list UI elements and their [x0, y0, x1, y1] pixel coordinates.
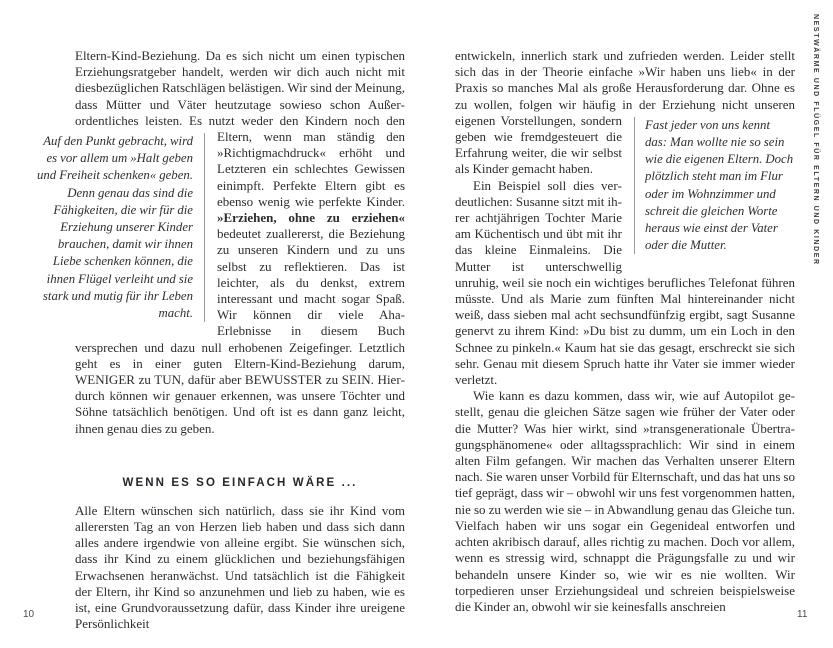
right-pull-quote: Fast jeder von uns kennt das: Man wollte nie so sein wie die eigenen Eltern. Doch plötzlich steht man im Flur oder im Wohnzimmer und schreit die gleichen Worte heraus wie einst der Vater oder die Mutter. — [634, 117, 795, 255]
right-page-opening-paragraph — [455, 48, 795, 253]
left-paragraph-part-1: Eltern-Kind-Beziehung. Da es sich nicht um einen typischen Erziehungsratgeber handelt, werden wir dich auch nicht mit diesbezüglichen Ratschlägen belästigen. Wir sind der Meinung, dass Mütter und Väter heutzutage sowieso schon Außerordentliches leisten. Es nutzt weder den Kindern noch den Eltern, wenn man — [75, 48, 405, 145]
left-page-second-paragraph: Alle Eltern wünschen sich natürlich, dass sie ihr Kind vom allerersten Tag an von Herzen lieb haben und dass sich dann alles andere irgendwie von alleine ergibt. Sie wünschen sich, dass ihr Kind zu einem glücklichen und beziehungsfähigen Erwachsenen heranwächst. Und tatsächlich ist die Fähigkeit der Eltern, ihr Kind so anzunehmen und lieb zu haben, wie es ist, eine Grundvoraussetzung dafür, dass Kinder ihre ureigene Persönlichkeit — [75, 502, 405, 632]
left-page-opening-paragraph — [37, 48, 405, 437]
left-paragraph-part-2: ständig den »Richtigmachdruck« erhöht und Letzteren ein schlechtes Gewissen einimpft. Perfekte Eltern gibt es ebenso wenig wie perfekte Kinder. — [217, 129, 405, 209]
section-heading: WENN ES SO EINFACH WÄRE ... — [122, 476, 358, 489]
right-page-example-paragraph: Ein Beispiel soll dies verdeutlichen: Susanne sitzt mit ihrer achtjährigen Tochter Marie am Küchentisch und übt mit ihr das kleine Einmaleins. Die Mutter ist unterschwellig unruhig, weil sie noch ein wichtiges berufliches Telefonat führen müsste. Und als Marie zum fünften Mal hintereinander nicht weiß, dass sieben mal acht sechsundfünfzig ergibt, sagt Susanne genervt zu ihrem Kind: »Du bist zu dumm, um ein Loch in den Schnee zu pinkeln.« Kaum hat sie das gesagt, erschreckt sie sich sehr. Genau mit diesem Spruch hatte ihr Vater sie immer wieder verletzt. — [455, 177, 795, 388]
bold-phrase-erziehen-ohne-zu-erziehen: »Erziehen, ohne zu erziehen« — [217, 210, 405, 226]
right-page — [455, 48, 795, 615]
right-page-analysis-paragraph: Wie kann es dazu kommen, dass wir, wie auf Autopilot gestellt, genau die gleichen Sätze sagen wie früher der Vater oder die Mutter? Was hier wirkt, sind »transgenerationale Übertragungsphänomene« oder alltagssprachlich: Wir sind in einem alten Film gefangen. Wir machen das Verhalten unserer Eltern nach. Sie waren unser Vorbild für Elternschaft, und das hat uns so tief geprägt, dass wir – obwohl wir uns fest vorgenommen hatten, nie so zu werden wie sie – in Abwandlung genau das Gleiche tun. Vielfach haben wir uns sogar ein Gegenideal entworfen und achten akribisch darauf, alles richtig zu machen. Doch vor allem, wenn es stressig wird, schnappt die Prägungsfalle zu und wir behandeln unsere Kinder so, wie wir es nie wollten. Wir torpedieren unser Erziehungsideal und schreien beispielsweise die Kinder an, obwohl wir sie keinesfalls anschreien — [455, 388, 795, 614]
left-page — [37, 48, 405, 633]
left-pull-quote: Auf den Punkt gebracht, wird es vor allem um »Halt geben und Freiheit schenken« geben. Denn genau das sind die Fähigkeiten, die wir für die Erziehung unserer Kinder brauchen, damit wir ihnen Liebe schenken können, die ihnen Flügel verleiht und sie stark und mutig für ihr Leben macht. — [35, 133, 205, 322]
left-paragraph-part-3: bedeutet zuallererst, die Beziehung zu unseren Kindern und zu uns selbst zu reflektieren. Das ist leichter, als du denkst, extrem interessant und macht sogar Spaß. Wir können dir viele Aha-Erlebnisse in diesem Buch versprechen und dazu null erhobenen Zeigefinger. Letztlich geht es in einer guten Eltern-Kind-Beziehung darum, WENIGER zu TUN, dafür aber BEWUSSTER zu SEIN. Hierdurch können wir genauer erkennen, was unsere Töchter und Söhne tatsächlich benötigen. Und oft ist es dann ganz leicht, ihnen genau dies zu geben. — [75, 226, 405, 436]
page-number-right: 11 — [797, 609, 808, 620]
right-paragraph-part-1: entwickeln, innerlich stark und zufrieden werden. Leider stellt sich das in der Theorie einfache »Wir haben uns lieb« in der Praxis so manches Mal als große Herausforderung dar. Ohne es zu wollen, folgen wir häufig in der Erziehung nicht unseren eigenen — [455, 48, 795, 128]
chapter-edge-title: NESTWÄRME UND FLÜGEL FÜR ELTERN UND KINDER — [812, 14, 819, 266]
right-paragraph-part-2: Vorstellungen, sondern geben wie fremdgesteuert die Erfahrung weiter, die wir selbst als Kinder gemacht haben. — [455, 112, 622, 177]
page-number-left: 10 — [23, 609, 35, 620]
